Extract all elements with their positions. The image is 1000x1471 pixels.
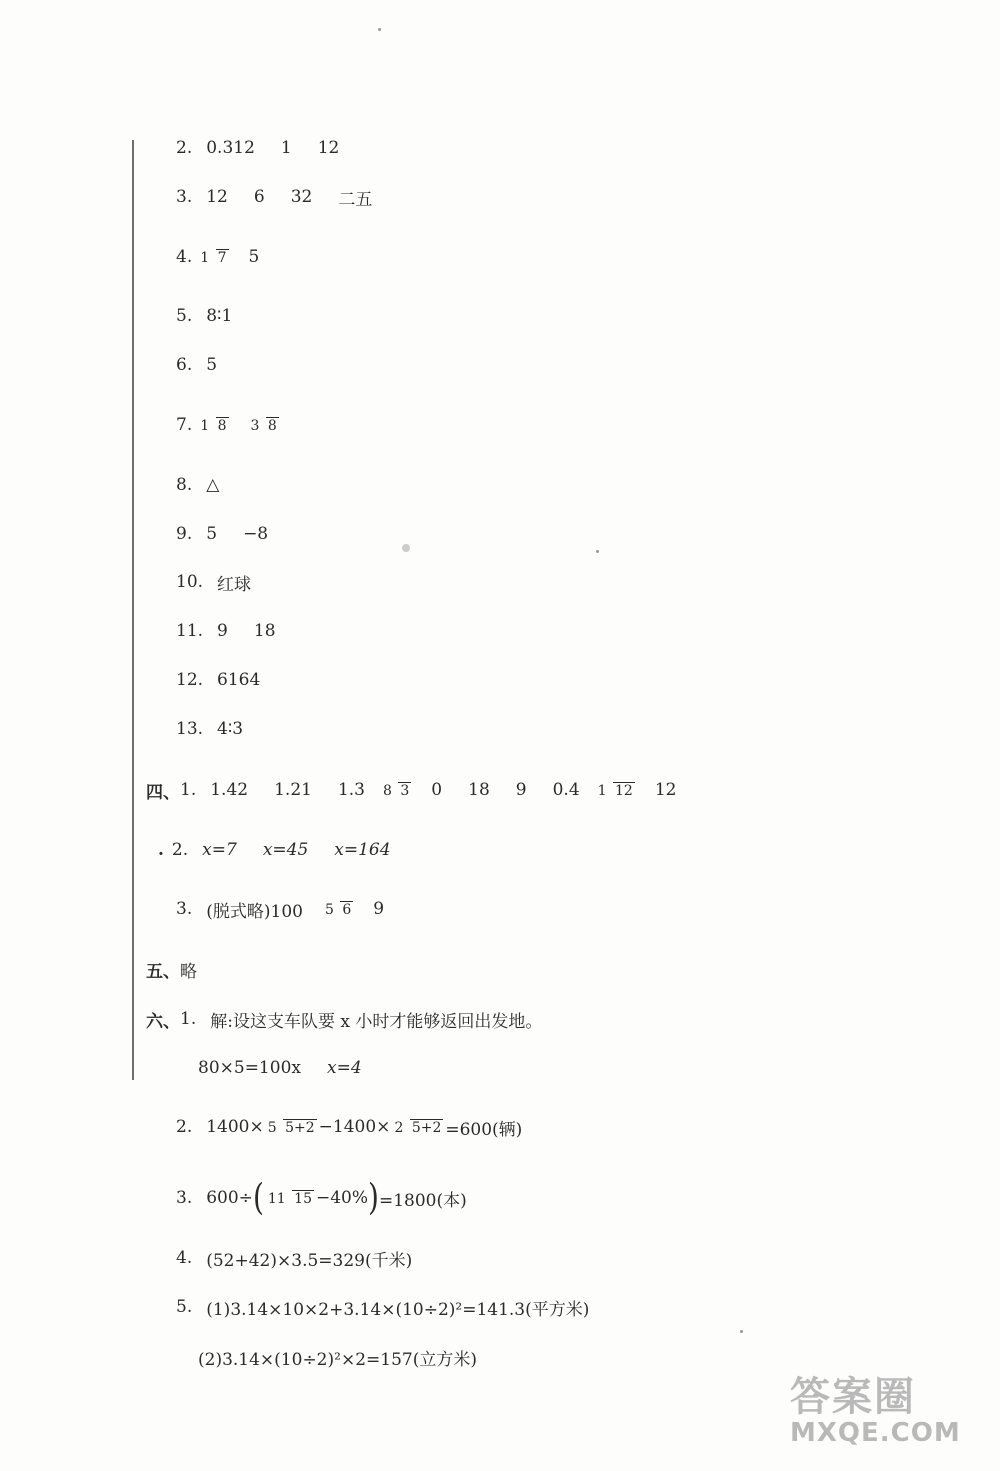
fraction-denominator: 5+2 [285,1119,315,1136]
fraction-numerator: 1 [200,249,210,266]
item-number: 5. [176,306,193,326]
answer-value: 1.42 [210,780,249,800]
fraction-numerator: 5 [324,901,334,918]
item-number: 4. [176,1248,193,1268]
item-number: 8. [176,475,193,495]
scan-speck [740,1330,743,1333]
answer-value: 1.21 [274,780,312,800]
right-paren: ) [368,1175,379,1219]
answer-line-5 [176,301,232,331]
item-number: 4. [176,247,193,267]
answer-value: 18 [468,780,490,800]
item-number: 5. [176,1297,193,1317]
item-number: 10. [176,572,204,592]
section-6-line-2 [176,1112,522,1142]
section-label: 六、 [146,1011,180,1032]
fraction [266,1119,317,1136]
answer-value: 9 [373,899,385,919]
section-6-line-1-equation [198,1053,362,1083]
answer-value: 0.4 [552,780,580,800]
fraction-numerator: 1 [597,782,607,799]
answer-line-9 [176,519,268,549]
equation: (52+42)×3.5=329(千米) [206,1250,413,1271]
fraction [323,901,353,918]
section-4-line-3 [176,894,384,924]
equation: (1)3.14×10×2+3.14×(10÷2)²=141.3(平方米) [206,1299,590,1320]
section-6-line-5 [176,1292,589,1322]
answer-value: 12 [317,138,340,158]
expression-part: 1400× [206,1117,264,1137]
answer-line-2 [176,133,339,163]
item-number: 11. [176,621,204,641]
watermark-bottom: MXQE.COM [790,1418,961,1448]
fraction [596,782,635,799]
answer-line-12 [176,665,260,695]
item-number: 3. [176,187,193,207]
answer-value: 5 [206,355,218,375]
fraction-denominator: 15 [294,1190,312,1207]
answer-line-7 [176,410,285,440]
item-number: 6. [176,355,193,375]
answer-value: 5 [206,524,218,544]
answer-value: 5 [248,247,260,267]
answer-value: x=164 [334,840,391,860]
triangle-symbol: △ [206,475,220,495]
section-6-line-1 [146,1004,542,1034]
fraction [381,782,411,799]
answer-value: 32 [290,187,313,207]
item-number: 3. [176,899,193,919]
fraction-numerator: 2 [394,1119,404,1136]
solution-statement: 解:设这支车队要 x 小时才能够返回出发地。 [210,1011,543,1032]
item-number: 12. [176,670,204,690]
answer-value: 4∶3 [217,719,244,739]
answer-line-6 [176,350,217,380]
answer-value: 1 [280,138,292,158]
fraction-numerator: 5 [267,1119,277,1136]
answer-value: 9 [515,780,527,800]
answer-line-4 [176,242,259,272]
section-6-line-4 [176,1243,412,1273]
equation-result: x=4 [326,1058,362,1078]
answer-value: 1.3 [337,780,365,800]
item-number: 1. [180,1009,197,1029]
answer-value: 二五 [338,189,373,210]
item-number: 3. [176,1188,193,1208]
fraction-denominator: 8 [267,417,277,434]
expression-part: 600÷ [206,1188,253,1208]
item-number: 2. [176,1117,193,1137]
answer-line-11 [176,616,276,646]
answer-value: 6 [253,187,265,207]
answer-line-3 [176,182,372,212]
answer-value: 红球 [217,574,252,595]
item-number: 2. [176,138,193,158]
answer-value: −8 [243,524,269,544]
section-label: 四、 [146,782,180,803]
watermark-logo [790,1365,970,1465]
fraction-denominator: 12 [615,782,633,799]
answer-value: (脱式略)100 [206,901,303,922]
left-paren: ( [252,1175,264,1219]
fraction-denominator: 6 [342,901,352,918]
expression-part: −1400× [318,1117,391,1137]
answer-value: 6164 [217,670,261,690]
scan-speck [402,544,410,552]
answer-value: x=7 [202,840,237,860]
item-number: 2. [171,840,189,860]
equation: (2)3.14×(10÷2)²×2=157(立方米) [198,1349,477,1370]
answer-value: 12 [206,187,228,207]
item-number: 13. [176,719,204,739]
expression-result: =600(辆) [445,1119,523,1140]
watermark-top: 答案圈 [790,1374,916,1420]
section-6-line-5b [198,1342,477,1372]
section-label: 五、 [146,961,180,982]
fraction-denominator: 8 [217,417,227,434]
fraction-denominator: 3 [400,782,410,799]
fraction [198,417,228,434]
margin-line [132,140,134,1080]
answer-value: 12 [654,780,677,800]
fraction [249,417,279,434]
answer-value: 9 [217,621,228,641]
fraction-numerator: 3 [250,417,260,434]
answer-line-13 [176,714,243,744]
fraction-denominator: 5+2 [411,1119,442,1136]
answer-value: 8∶1 [206,306,233,326]
answer-line-10 [176,567,251,597]
section-4-line-1 [146,775,676,805]
section-4-line-2 [158,835,391,865]
equation: 80×5=100x [198,1058,301,1078]
item-number: 7. [176,415,193,435]
item-number: 1. [180,780,197,800]
answer-value: 0.312 [206,138,255,158]
item-number: 9. [176,524,193,544]
answer-value: 18 [253,621,276,641]
fraction-numerator: 11 [267,1190,286,1207]
scan-speck [596,550,599,553]
section-5-line [146,954,197,984]
answer-value: x=45 [262,840,309,860]
answer-value: 0 [431,780,443,800]
stray-dot: . [158,840,164,860]
scan-speck [378,28,381,31]
fraction-denominator: 7 [217,249,227,266]
fraction [198,249,228,266]
expression-part: −40% [315,1188,369,1208]
expression-result: =1800(本) [378,1190,467,1211]
fraction [266,1190,314,1207]
answer-line-8 [176,470,219,500]
fraction-numerator: 8 [383,782,392,799]
fraction [392,1119,443,1136]
answer-value: 略 [180,961,197,982]
section-6-line-3 [176,1175,467,1219]
fraction-numerator: 1 [200,417,210,434]
